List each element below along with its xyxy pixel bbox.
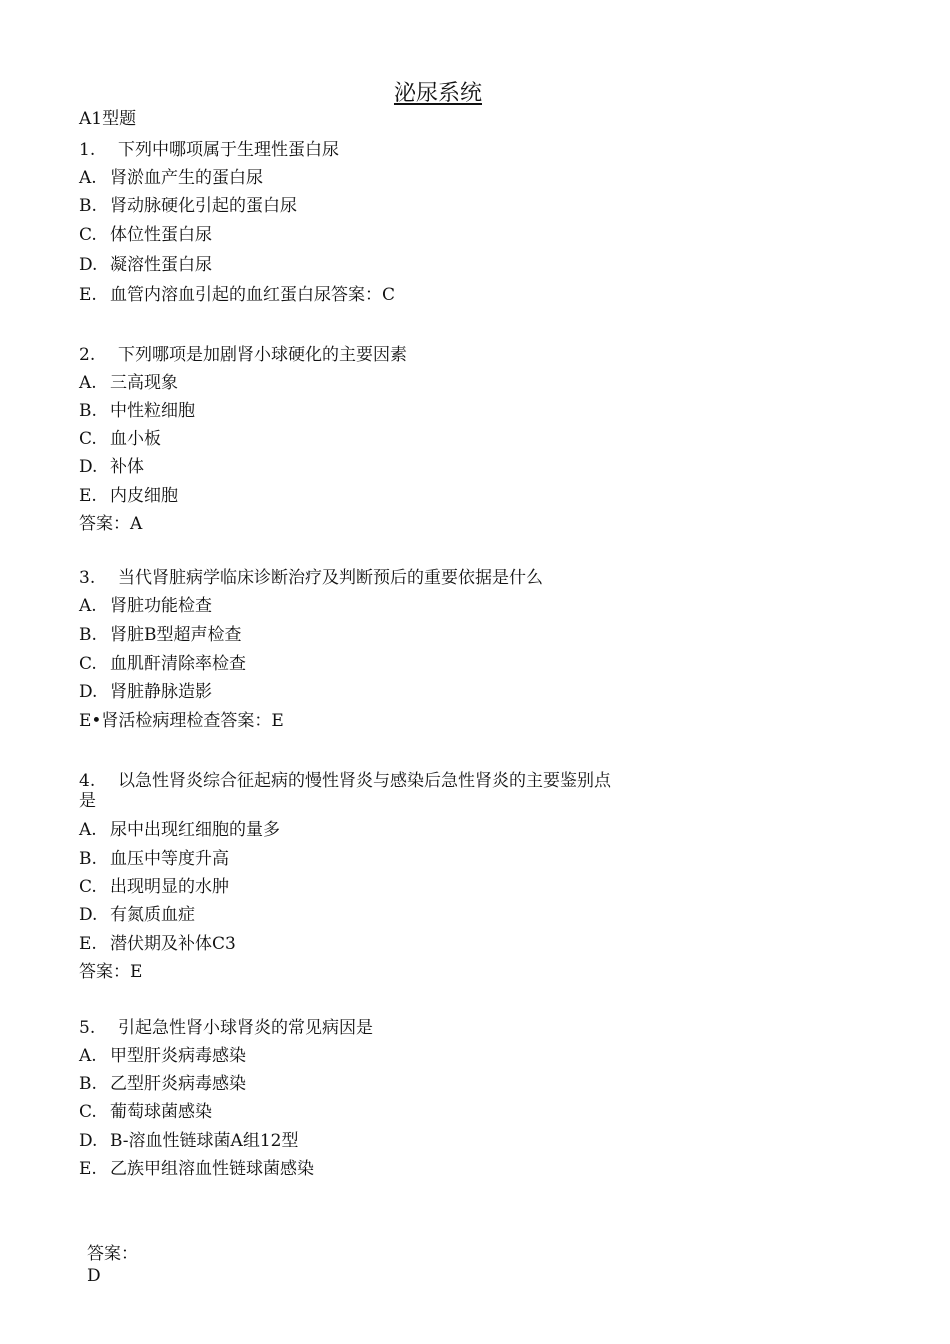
question-text: 下列哪项是加剧肾小球硬化的主要因素 (118, 345, 407, 365)
option-label: B. (79, 625, 97, 645)
section-heading: A1型题 (79, 109, 137, 129)
question-text: 引起急性肾小球肾炎的常见病因是 (118, 1018, 373, 1038)
option-text: 肾动脉硬化引起的蛋白尿 (110, 196, 297, 216)
option-5c (79, 1101, 212, 1123)
option-4d (79, 904, 195, 926)
option-text: 乙族甲组溶血性链球菌感染 (110, 1159, 314, 1179)
option-text: 肾脏B型超声检查 (110, 625, 242, 645)
option-label: C. (79, 1102, 97, 1122)
option-label: C. (79, 429, 97, 449)
question-number: 4. (79, 771, 96, 791)
option-label: A. (79, 596, 97, 616)
option-text: 肾淤血产生的蛋白尿 (110, 168, 263, 188)
option-4a (79, 819, 280, 841)
option-label: B. (79, 401, 97, 421)
option-label: B. (79, 1074, 97, 1094)
option-text: 有氮质血症 (110, 905, 195, 925)
option-label: A. (79, 373, 97, 393)
answer-5-label: 答案： (87, 1244, 138, 1264)
option-label: A. (79, 1046, 97, 1066)
option-2b (79, 400, 195, 422)
option-5e (79, 1158, 314, 1180)
option-2a (79, 372, 178, 394)
option-label: B. (79, 849, 97, 869)
option-label: D. (79, 1131, 98, 1151)
question-5 (79, 1017, 373, 1039)
option-text: 凝溶性蛋白尿 (110, 255, 212, 275)
option-text: 肾脏静脉造影 (110, 682, 212, 702)
question-text: 下列中哪项属于生理性蛋白尿 (118, 140, 339, 160)
question-3 (79, 567, 543, 589)
answer-5-value: D (87, 1266, 101, 1286)
option-text: 体位性蛋白尿 (110, 225, 212, 245)
question-text: 当代肾脏病学临床诊断治疗及判断预后的重要依据是什么 (118, 568, 543, 588)
option-5a (79, 1045, 246, 1067)
option-text: 三高现象 (110, 373, 178, 393)
option-text: 尿中出现红细胞的量多 (110, 820, 280, 840)
option-2d (79, 456, 144, 478)
option-label: C. (79, 877, 97, 897)
option-text: 血小板 (110, 429, 161, 449)
option-label: A. (79, 820, 97, 840)
page-title: 泌尿系统 (393, 81, 482, 106)
option-label: D. (79, 682, 98, 702)
option-text: 中性粒细胞 (110, 401, 195, 421)
option-2c (79, 428, 161, 450)
option-2e (79, 485, 178, 507)
option-label: E. (79, 285, 97, 305)
option-text: 内皮细胞 (110, 486, 178, 506)
question-number: 3. (79, 568, 96, 588)
option-label: D. (79, 457, 98, 477)
option-text: 甲型肝炎病毒感染 (110, 1046, 246, 1066)
option-label: C. (79, 654, 97, 674)
option-label: D. (79, 255, 98, 275)
question-text: 以急性肾炎综合征起病的慢性肾炎与感染后急性肾炎的主要鉴别点 (118, 771, 611, 791)
question-4-continued: 是 (79, 791, 96, 811)
answer-2: 答案：A (79, 514, 143, 534)
option-4e (79, 933, 236, 955)
option-1d (79, 254, 212, 276)
option-text: 血肌酐清除率检查 (110, 654, 246, 674)
option-label: B. (79, 196, 97, 216)
answer-4: 答案：E (79, 962, 143, 982)
option-3d (79, 681, 212, 703)
option-1c (79, 224, 212, 246)
option-1a (79, 167, 263, 189)
question-number: 5. (79, 1018, 96, 1038)
option-text: 血压中等度升高 (110, 849, 229, 869)
option-label: D. (79, 905, 98, 925)
option-text: 补体 (110, 457, 144, 477)
question-4 (79, 770, 611, 792)
option-label: C. (79, 225, 97, 245)
option-text: 血管内溶血引起的血红蛋白尿答案：C (110, 285, 396, 305)
option-5b (79, 1073, 246, 1095)
option-label: E. (79, 486, 97, 506)
option-text: 肾脏功能检查 (110, 596, 212, 616)
option-label: A. (79, 168, 97, 188)
question-number: 2. (79, 345, 96, 365)
option-text: 葡萄球菌感染 (110, 1102, 212, 1122)
option-5d (79, 1130, 298, 1152)
option-text: 乙型肝炎病毒感染 (110, 1074, 246, 1094)
question-2 (79, 344, 407, 366)
option-text: 出现明显的水肿 (110, 877, 229, 897)
option-3a (79, 595, 212, 617)
option-4b (79, 848, 229, 870)
option-3c (79, 653, 246, 675)
option-3b (79, 624, 242, 646)
option-label: E. (79, 1159, 97, 1179)
option-3e-answer: E•肾活检病理检查答案：E (79, 711, 284, 731)
question-number: 1. (79, 140, 96, 160)
option-label: E. (79, 934, 97, 954)
option-text: B-溶血性链球菌A组12型 (110, 1131, 299, 1151)
option-1e (79, 284, 395, 306)
option-4c (79, 876, 229, 898)
question-1 (79, 139, 339, 161)
option-1b (79, 195, 297, 217)
option-text: 潜伏期及补体C3 (110, 934, 236, 954)
